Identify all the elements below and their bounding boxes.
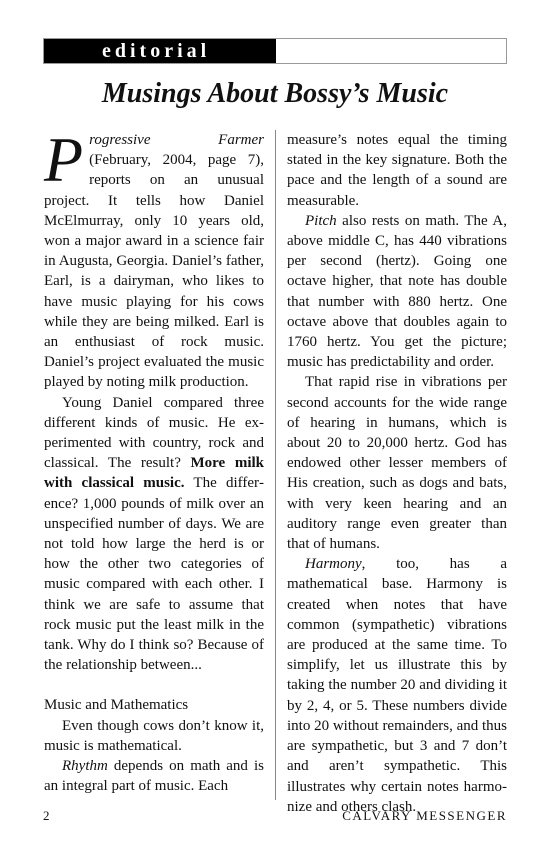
intro-text: (February, 2004, page 7), reports on an unusual project. It tells how Daniel McElmurray, only 10 years old, won a major award in a science fair in Augusta, Georgia. Daniel’s father, Earl, is a dairyman, who likes to have music playing for his cows while they are being milked. Earl is an enthusiast of rock music. Daniel’s project evaluated the music played by noting milk production. (44, 152, 264, 391)
term-pitch: Pitch (305, 212, 337, 229)
page-number: 2 (43, 808, 50, 823)
paragraph-harmony (287, 554, 507, 817)
pitch-text: also rests on math. The A, above middle C, has 440 vibrations per second (hertz). Going one octave higher, that note has double that number with 880 hertz. One octave above that doubles again to 1760 hertz. You get the picture; music has predictability and order. (287, 212, 507, 371)
paragraph-math: Even though cows don’t know it, music is mathematical. (44, 717, 264, 754)
section-header-bar (43, 38, 507, 64)
drop-cap: P (44, 124, 84, 195)
text-column-right (287, 130, 507, 817)
paragraph-gap (44, 675, 264, 695)
term-rhythm: Rhythm (62, 758, 108, 775)
paragraph-comparison (44, 393, 264, 676)
comparison-text-a: Young Daniel compared three different kinds of music. He experimented with country, rock and classical. The result? (44, 394, 264, 472)
column-divider (275, 130, 276, 800)
comparison-result: More milk with classical music. (44, 455, 265, 492)
section-label: editorial (102, 40, 211, 62)
paragraph-hearing: That rapid rise in vibrations per second accounts for the wide range of hearing in humans, which is about 20 to 20,000 hertz. God has endowed other lesser members of His creation, such as dogs and bats, with very keen hearing and an auditory range even greater than that of humans. (287, 374, 507, 553)
paragraph-rhythm (44, 756, 264, 796)
rhythm-text: depends on math and is an integral part of music. Each (44, 758, 264, 795)
paragraph-pitch (287, 211, 507, 373)
term-harmony: Harmony (305, 556, 362, 573)
paragraph-measure: measure’s notes equal the timing stated in the key signature. Both the pace and the length of a sound are measurable. (287, 132, 507, 209)
publication-name: CALVARY MESSENGER (342, 808, 507, 823)
article-title: Musings About Bossy’s Music (101, 78, 449, 109)
subheading-music-math: Music and Mathematics (44, 697, 189, 714)
text-column-left (44, 124, 265, 797)
comparison-text-b: The difference? 1,000 pounds of milk over an unspecified number of days. We are not told how large the herd is or how the other two categories of music compared with each other. I think we are safe to assume that rock music put the least milk in the tank. Why do I think so? Because of the relationship between... (44, 475, 264, 674)
paragraph-intro (44, 124, 264, 393)
source-title: rogressive Farmer (89, 132, 264, 148)
harmony-text: , too, has a mathematical base. Harmony is created when notes that have common (sympathetic) vibrations are produced at the same time. To simplify, let us illustrate this by taking the number 20 and dividing it by 2, 4, or 5. These numbers divide into 20 without remainders, and thus are sympathetic, but 3 and 7 don’t and aren’t sympathetic. This illustrates why certain notes harmonize and others clash. (287, 556, 507, 815)
